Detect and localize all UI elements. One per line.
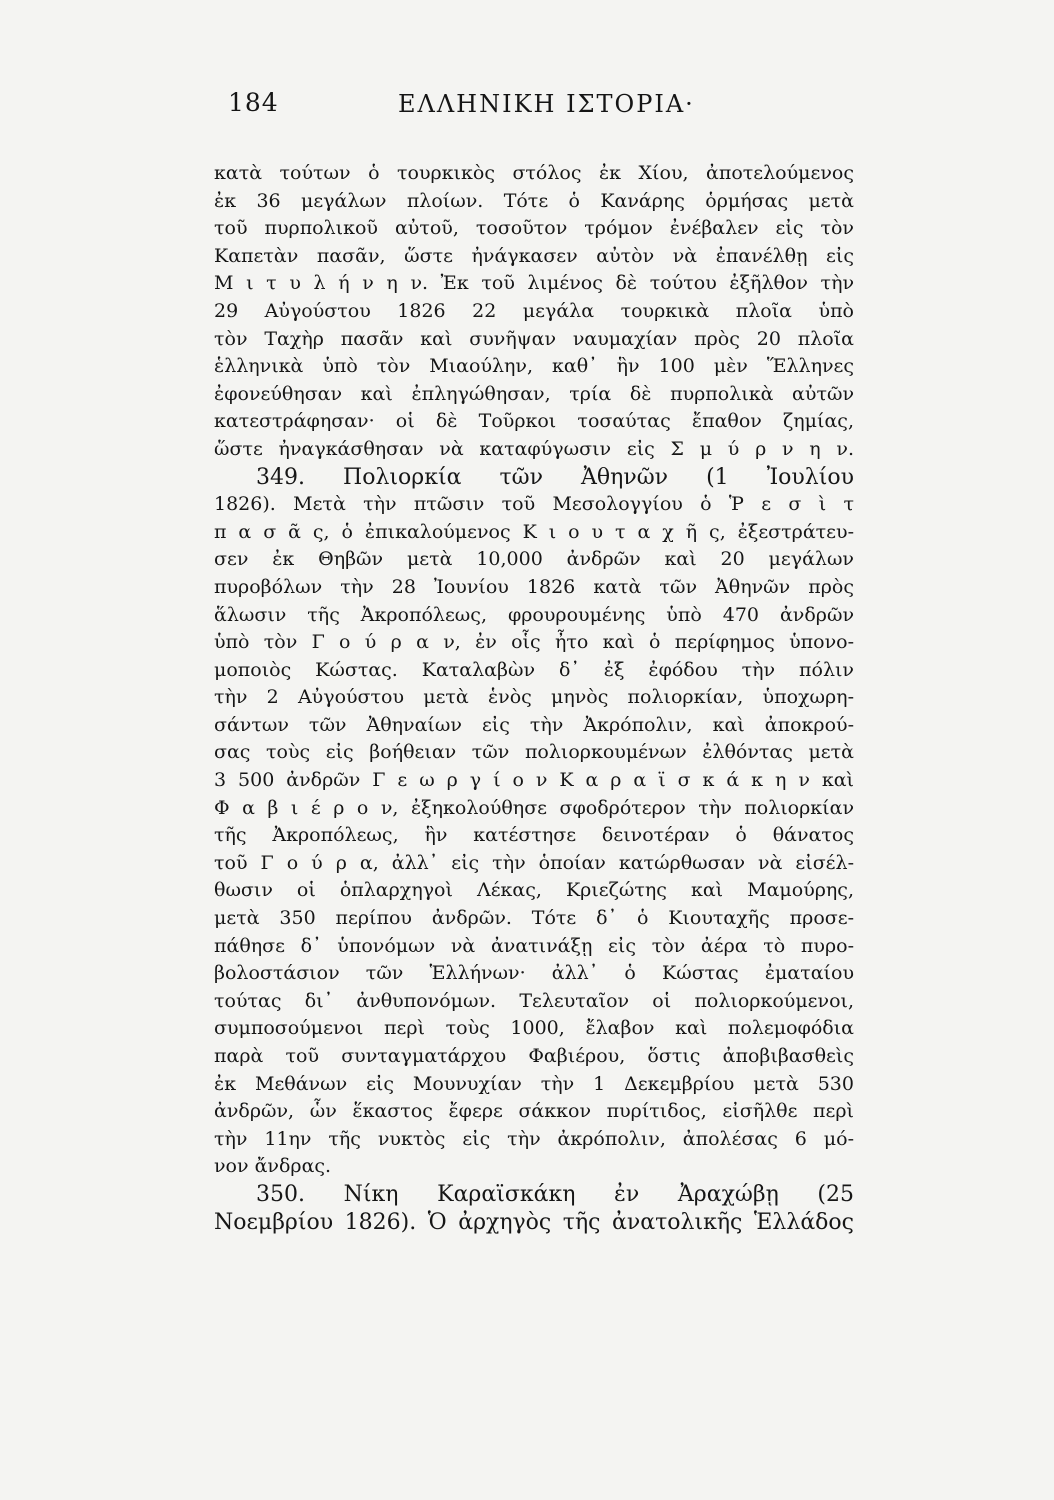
- text-line: τοῦ πυρπολικοῦ αὐτοῦ, τοσοῦτον τρόμον ἐνέβαλεν εἰς τὸν: [214, 217, 854, 240]
- text-line: τὴν 11ην τῆς νυκτὸς εἰς τὴν ἀκρόπολιν, ἀπολέσας 6 μό-: [214, 1127, 854, 1150]
- text-line: π α σ ᾶ ς, ὁ ἐπικαλούμενος Κ ι ο υ τ α χ ῆ ς, ἐξεστράτευ-: [214, 520, 854, 543]
- text-line: μετὰ 350 περίπου ἀνδρῶν. Τότε δ᾽ ὁ Κιουταχῆς προσε-: [214, 907, 854, 930]
- body-text: [214, 160, 854, 1236]
- text-line: πάθησε δ᾽ ὑπονόμων νὰ ἀνατινάξῃ εἰς τὸν ἀέρα τὸ πυρο-: [214, 934, 854, 957]
- text-line: μοποιὸς Κώστας. Καταλαβὼν δ᾽ ἐξ ἐφόδου τὴν πόλιν: [214, 658, 854, 681]
- running-title: ΕΛΛΗΝΙΚΗ ΙΣΤΟΡΙΑ·: [398, 90, 695, 118]
- text-line: τούτας δι᾽ ἀνθυπονόμων. Τελευταῖον οἱ πολιορκούμενοι,: [214, 989, 854, 1012]
- text-line: ὑπὸ τὸν Γ ο ύ ρ α ν, ἐν οἷς ἦτο καὶ ὁ περίφημος ὑπονο-: [214, 631, 854, 654]
- text-line: Μ ι τ υ λ ή ν η ν. Ἐκ τοῦ λιμένος δὲ τούτου ἐξῆλθον τὴν: [214, 272, 854, 295]
- text-line: τοῦ Γ ο ύ ρ α, ἀλλ᾽ εἰς τὴν ὁποίαν κατώρθωσαν νὰ εἰσέλ-: [214, 851, 854, 874]
- text-line: 1826). Μετὰ τὴν πτῶσιν τοῦ Μεσολογγίου ὁ Ῥ ε σ ὶ τ: [214, 493, 854, 516]
- text-line: πυροβόλων τὴν 28 Ἰουνίου 1826 κατὰ τῶν Ἀθηνῶν πρὸς: [214, 575, 854, 598]
- text-line: νον ἄνδρας.: [214, 1155, 332, 1178]
- text-line: σάντων τῶν Ἀθηναίων εἰς τὴν Ἀκρόπολιν, καὶ ἀποκρού-: [214, 713, 854, 736]
- page-header: [228, 88, 848, 128]
- section-heading-349: 349. Πολιορκία τῶν Ἀθηνῶν (1 Ἰουλίου: [256, 464, 854, 490]
- section-heading-350: 350. Νίκη Καραϊσκάκη ἐν Ἀραχώβῃ (25: [256, 1181, 854, 1207]
- text-line: ἐκ Μεθάνων εἰς Μουνυχίαν τὴν 1 Δεκεμβρίου μετὰ 530: [214, 1072, 854, 1095]
- text-line: 29 Αὐγούστου 1826 22 μεγάλα τουρκικὰ πλοῖα ὑπὸ: [214, 299, 854, 322]
- text-line: σεν ἐκ Θηβῶν μετὰ 10,000 ἀνδρῶν καὶ 20 μεγάλων: [214, 548, 854, 571]
- text-line: κατεστράφησαν· οἱ δὲ Τοῦρκοι τοσαύτας ἔπαθον ζημίας,: [214, 410, 854, 433]
- text-line: συμποσούμενοι περὶ τοὺς 1000, ἔλαβον καὶ πολεμοφόδια: [214, 1017, 854, 1040]
- text-line: Φ α β ι έ ρ ο ν, ἐξηκολούθησε σφοδρότερον τὴν πολιορκίαν: [214, 796, 854, 819]
- page-number: 184: [228, 88, 279, 117]
- text-line: σας τοὺς εἰς βοήθειαν τῶν πολιορκουμένων ἐλθόντας μετὰ: [214, 741, 854, 764]
- text-line: θωσιν οἱ ὁπλαρχηγοὶ Λέκας, Κριεζώτης καὶ Μαμούρης,: [214, 879, 854, 902]
- text-line: Νοεμβρίου 1826). Ὁ ἀρχηγὸς τῆς ἀνατολικῆς Ἑλλάδος: [214, 1209, 854, 1235]
- text-line: ἐφονεύθησαν καὶ ἐπληγώθησαν, τρία δὲ πυρπολικὰ αὐτῶν: [214, 382, 854, 405]
- text-line: κατὰ τούτων ὁ τουρκικὸς στόλος ἐκ Χίου, ἀποτελούμενος: [214, 162, 854, 184]
- text-line: ἑλληνικὰ ὑπὸ τὸν Μιαούλην, καθ᾽ ἣν 100 μὲν Ἕλληνες: [214, 355, 854, 378]
- text-line: ἀνδρῶν, ὧν ἕκαστος ἔφερε σάκκον πυρίτιδος, εἰσῆλθε περὶ: [214, 1100, 854, 1123]
- text-line: 3 500 ἀνδρῶν Γ ε ω ρ γ ί ο ν Κ α ρ α ϊ σ κ ά κ η ν καὶ: [214, 769, 854, 792]
- text-line: βολοστάσιον τῶν Ἑλλήνων· ἀλλ᾽ ὁ Κώστας ἐματαίου: [214, 962, 854, 985]
- text-line: παρὰ τοῦ συνταγματάρχου Φαβιέρου, ὅστις ἀποβιβασθεὶς: [214, 1045, 854, 1067]
- text-line: τὴν 2 Αὐγούστου μετὰ ἑνὸς μηνὸς πολιορκίαν, ὑποχωρη-: [214, 686, 854, 709]
- text-line: τὸν Ταχὴρ πασᾶν καὶ συνῆψαν ναυμαχίαν πρὸς 20 πλοῖα: [214, 327, 854, 350]
- text-line: ὥστε ἠναγκάσθησαν νὰ καταφύγωσιν εἰς Σ μ ύ ρ ν η ν.: [214, 437, 854, 460]
- text-line: Καπετὰν πασᾶν, ὥστε ἠνάγκασεν αὐτὸν νὰ ἐπανέλθῃ εἰς: [214, 244, 854, 267]
- text-line: ἅλωσιν τῆς Ἀκροπόλεως, φρουρουμένης ὑπὸ 470 ἀνδρῶν: [214, 603, 854, 626]
- text-line: τῆς Ἀκροπόλεως, ἣν κατέστησε δεινοτέραν ὁ θάνατος: [214, 824, 854, 847]
- text-line: ἐκ 36 μεγάλων πλοίων. Τότε ὁ Κανάρης ὁρμήσας μετὰ: [214, 189, 854, 212]
